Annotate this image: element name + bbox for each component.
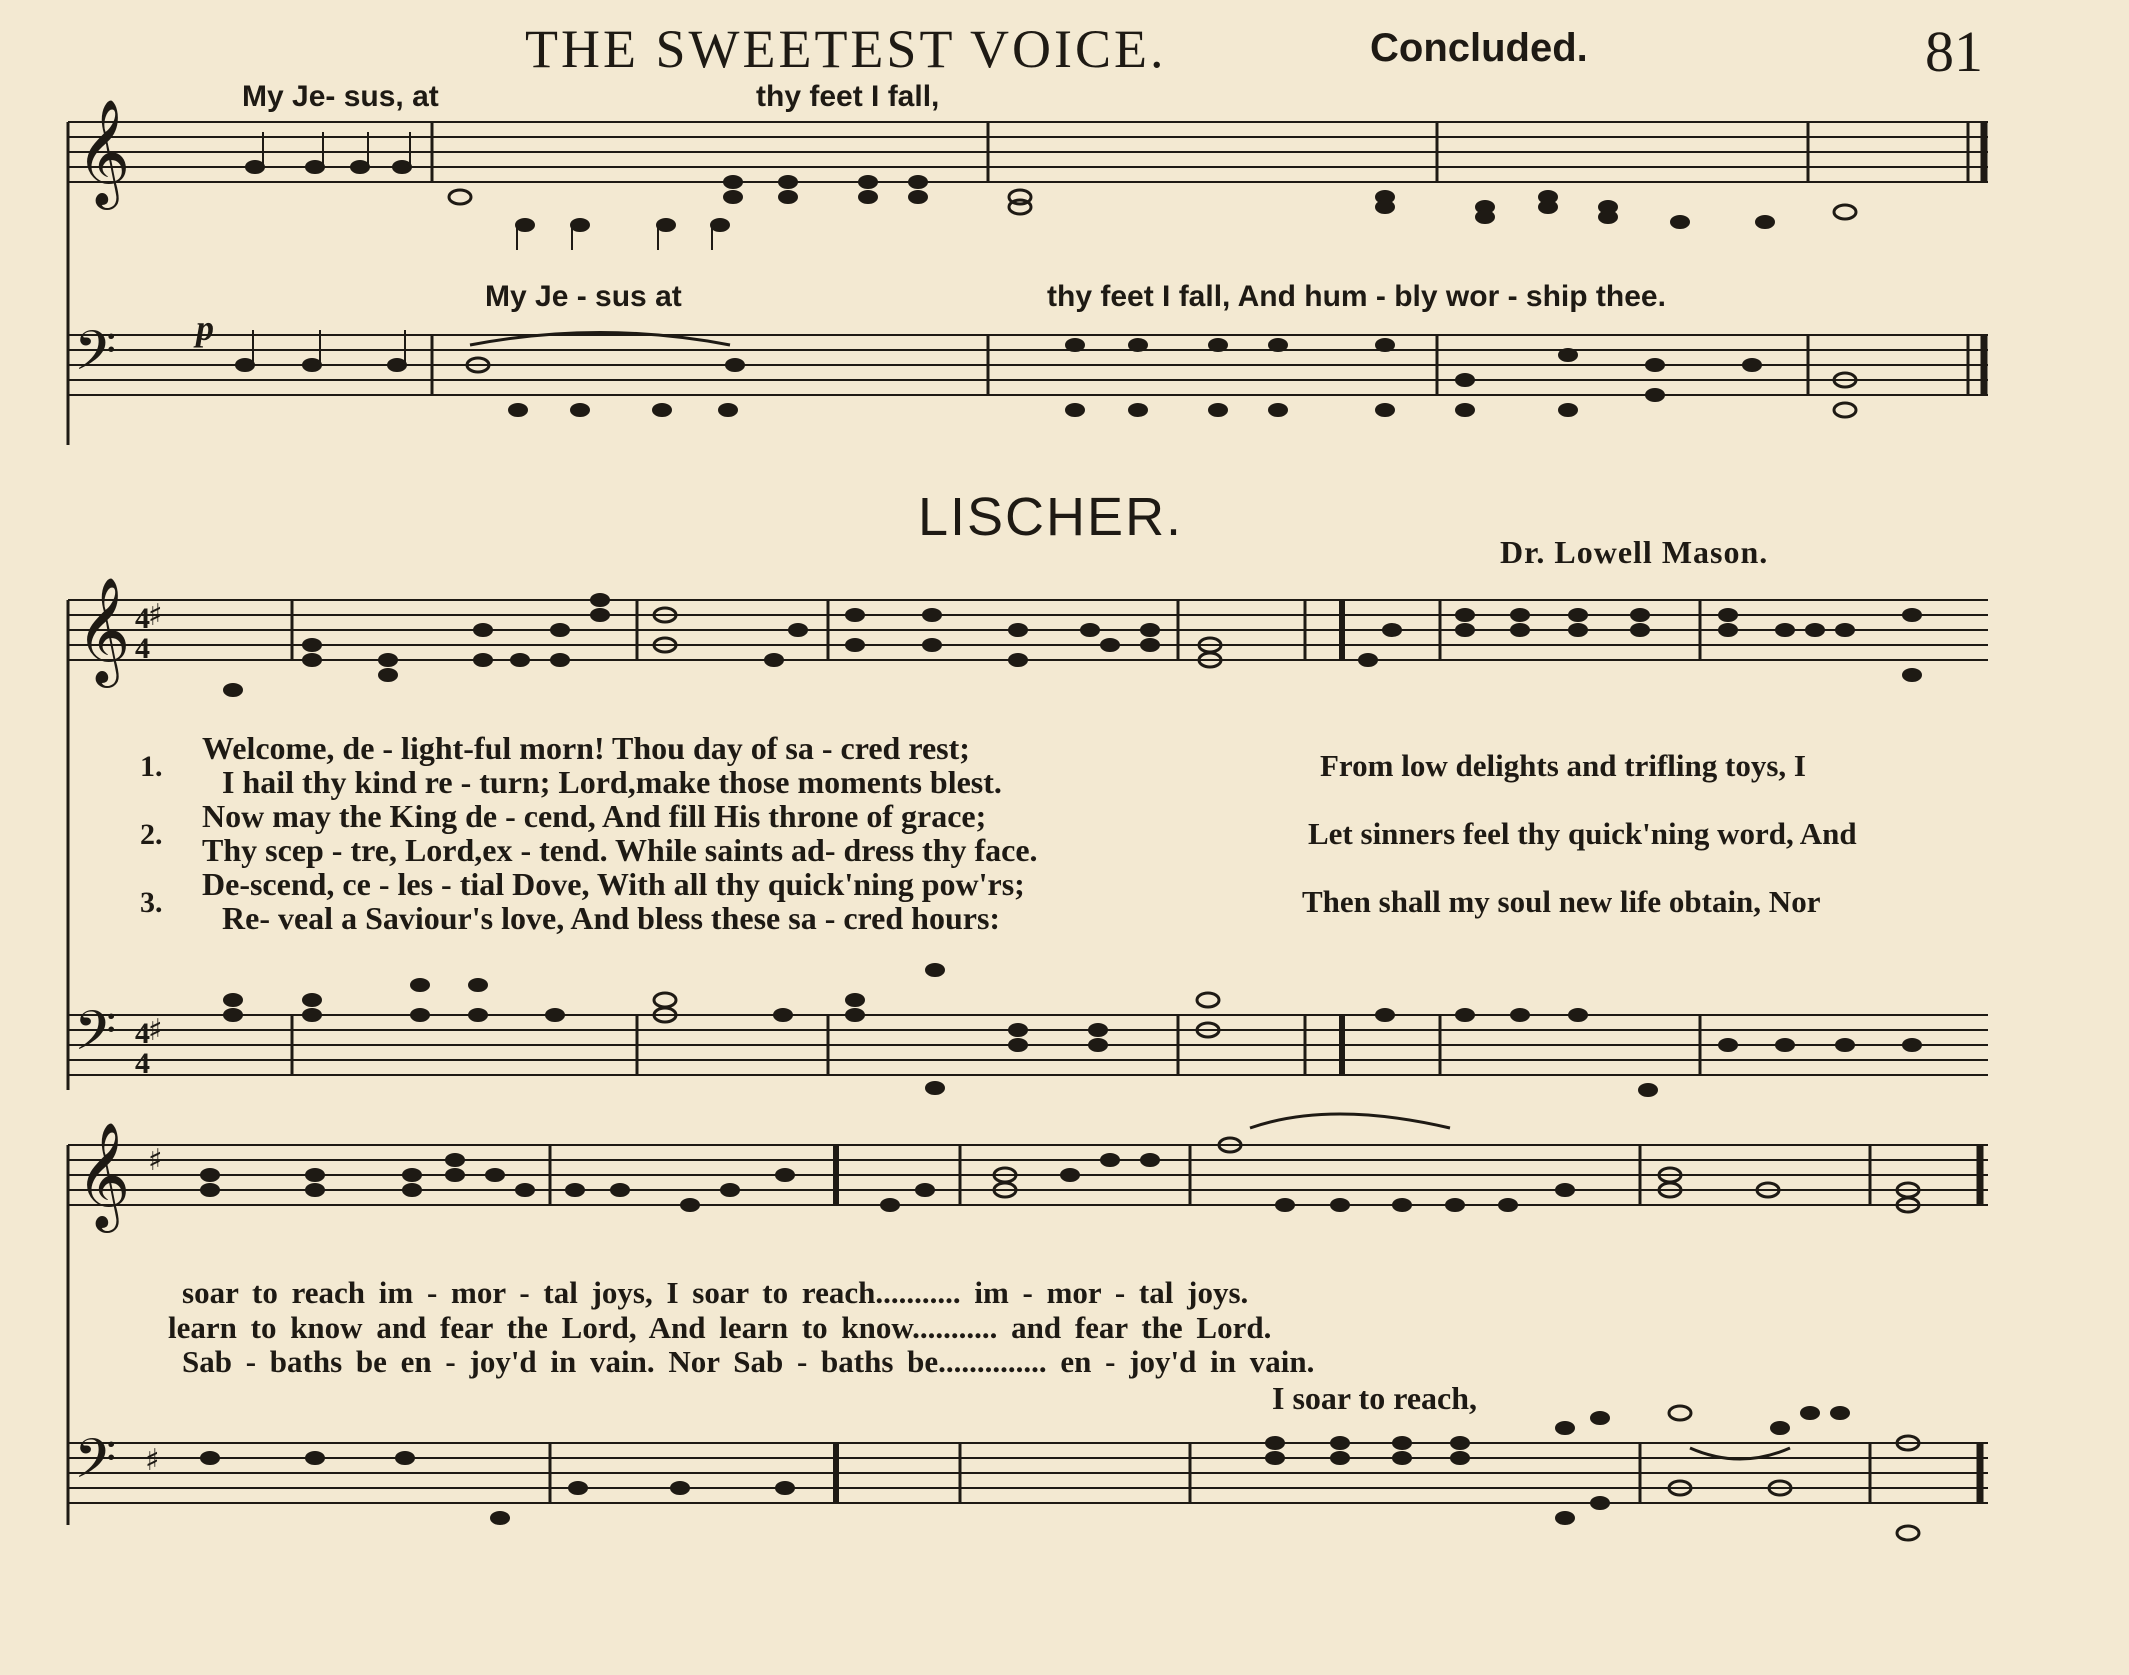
treble-clef-3: 𝄞 — [76, 1121, 131, 1228]
song-title: THE SWEETEST VOICE. — [525, 19, 1167, 79]
page-number: 81 — [1925, 19, 1983, 84]
verse-number: 1. — [140, 750, 163, 783]
treble-clef-1: 𝄞 — [76, 98, 131, 205]
composer: Dr. Lowell Mason. — [1500, 534, 1769, 570]
sharp-key-sig: ♯ — [148, 598, 163, 633]
staff-3-treble — [68, 1145, 1988, 1205]
svg-text:4: 4 — [135, 632, 150, 665]
refrain-line: From low delights and trifling toys, I — [1320, 748, 1806, 783]
treble-lyric-a: My Je- sus, at — [242, 80, 439, 113]
bass-clef-3: 𝄢 — [74, 1427, 117, 1504]
svg-text:♯: ♯ — [148, 1013, 163, 1048]
verse-number: 3. — [140, 886, 163, 919]
svg-text:4: 4 — [135, 602, 150, 635]
bass-clef-2: 𝄢 — [74, 999, 117, 1076]
concluded-label: Concluded. — [1370, 26, 1588, 70]
bottom-lyric-line: learn to know and fear the Lord, And learn to know........... and fear the Lord. — [168, 1310, 1272, 1345]
hymn-title: LISCHER. — [918, 487, 1184, 547]
svg-text:♯: ♯ — [145, 1443, 160, 1478]
verse-line: Re- veal a Saviour's love, And bless these sa - cred hours: — [222, 900, 1001, 936]
bass-clef-1: 𝄢 — [74, 319, 117, 396]
bottom-lyric-line: soar to reach im - mor - tal joys, I soar to reach........... im - mor - tal joys. — [182, 1275, 1249, 1310]
svg-text:4: 4 — [135, 1017, 150, 1050]
svg-text:4: 4 — [135, 1047, 150, 1080]
refrain-line: Then shall my soul new life obtain, Nor — [1302, 884, 1821, 919]
verse-line: De-scend, ce - les - tial Dove, With all thy quick'ning pow'rs; — [202, 866, 1025, 902]
verse-line: I hail thy kind re - turn; Lord,make those moments blest. — [222, 764, 1002, 800]
treble-clef-2: 𝄞 — [76, 576, 131, 683]
svg-text:♯: ♯ — [148, 1143, 163, 1178]
bass-lyric: My Je - sus at — [485, 280, 682, 313]
bottom-lyric-line: Sab - baths be en - joy'd in vain. Nor Sab - baths be.............. en - joy'd in vain. — [182, 1344, 1315, 1379]
verse-line: Welcome, de - light-ful morn! Thou day of sa - cred rest; — [202, 730, 970, 766]
bass-cue: I soar to reach, — [1272, 1380, 1478, 1416]
treble-lyric-b: thy feet I fall, — [756, 80, 940, 113]
verse-number: 2. — [140, 818, 163, 851]
bass-lyric-b: thy feet I fall, And hum - bly wor - ship thee. — [1047, 280, 1666, 313]
refrain-line: Let sinners feel thy quick'ning word, And — [1308, 816, 1857, 851]
verse-line: Now may the King de - cend, And fill His throne of grace; — [202, 798, 987, 834]
verse-line: Thy scep - tre, Lord,ex - tend. While saints ad- dress thy face. — [202, 832, 1038, 868]
svg-text:p: p — [196, 308, 214, 348]
staff-1-bass — [68, 335, 1988, 395]
